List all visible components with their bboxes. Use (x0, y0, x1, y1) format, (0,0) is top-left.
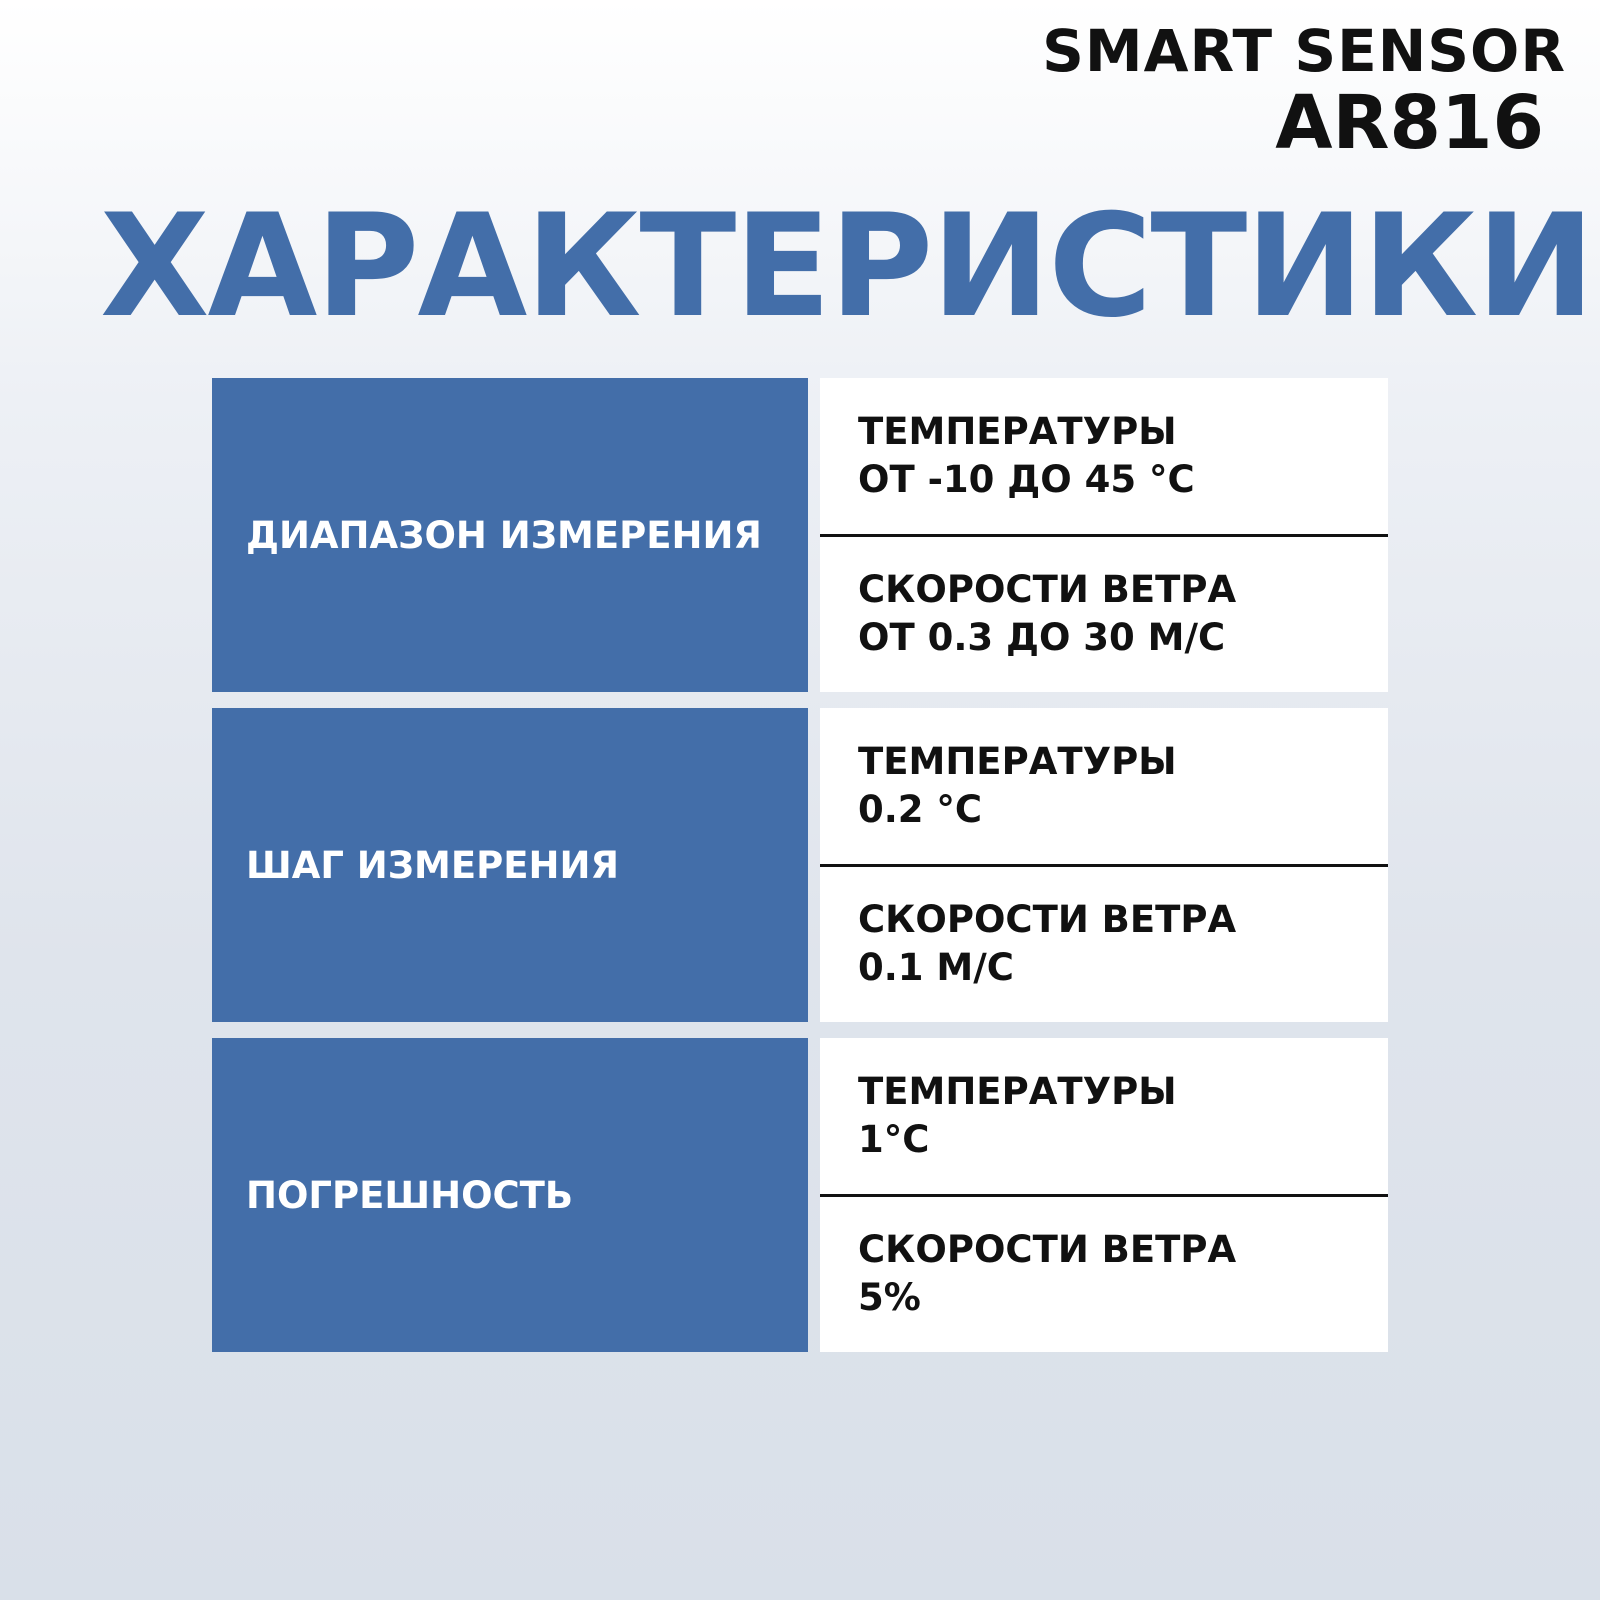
spec-label: ШАГ ИЗМЕРЕНИЯ (246, 843, 619, 887)
spec-value-title: СКОРОСТИ ВЕТРА (858, 898, 1237, 942)
spec-table (212, 378, 1388, 1352)
spec-values (820, 378, 1388, 692)
model-name: AR816 (1275, 80, 1544, 166)
spec-row-accuracy (212, 1038, 1388, 1352)
spec-value-wind-speed (820, 1194, 1388, 1353)
spec-row-measurement-step (212, 708, 1388, 1022)
spec-value-text: 0.1 М/С (858, 946, 1014, 990)
spec-value-temperature (820, 708, 1388, 864)
spec-value-text: 0.2 °С (858, 787, 983, 831)
spec-values (820, 708, 1388, 1022)
spec-label-cell (212, 1038, 808, 1352)
spec-value-temperature (820, 378, 1388, 534)
brand-header (1042, 17, 1566, 166)
spec-value-text: ОТ -10 ДО 45 °С (858, 457, 1195, 501)
spec-value-text: 1°С (858, 1117, 930, 1161)
spec-values (820, 1038, 1388, 1352)
spec-value-title: ТЕМПЕРАТУРЫ (858, 1069, 1177, 1113)
spec-label-cell (212, 708, 808, 1022)
brand-name: SMART SENSOR (1042, 17, 1566, 85)
spec-value-title: ТЕМПЕРАТУРЫ (858, 739, 1177, 783)
spec-value-wind-speed (820, 864, 1388, 1023)
spec-label-cell (212, 378, 808, 692)
spec-value-title: СКОРОСТИ ВЕТРА (858, 568, 1237, 612)
spec-value-title: СКОРОСТИ ВЕТРА (858, 1228, 1237, 1272)
spec-value-text: 5% (858, 1276, 921, 1320)
spec-row-measurement-range (212, 378, 1388, 692)
spec-value-temperature (820, 1038, 1388, 1194)
spec-label: ДИАПАЗОН ИЗМЕРЕНИЯ (246, 513, 762, 557)
spec-value-text: ОТ 0.3 ДО 30 М/С (858, 616, 1226, 660)
page-title: ХАРАКТЕРИСТИКИ (100, 184, 1594, 349)
spec-label: ПОГРЕШНОСТЬ (246, 1173, 574, 1217)
spec-value-title: ТЕМПЕРАТУРЫ (858, 409, 1177, 453)
spec-value-wind-speed (820, 534, 1388, 693)
